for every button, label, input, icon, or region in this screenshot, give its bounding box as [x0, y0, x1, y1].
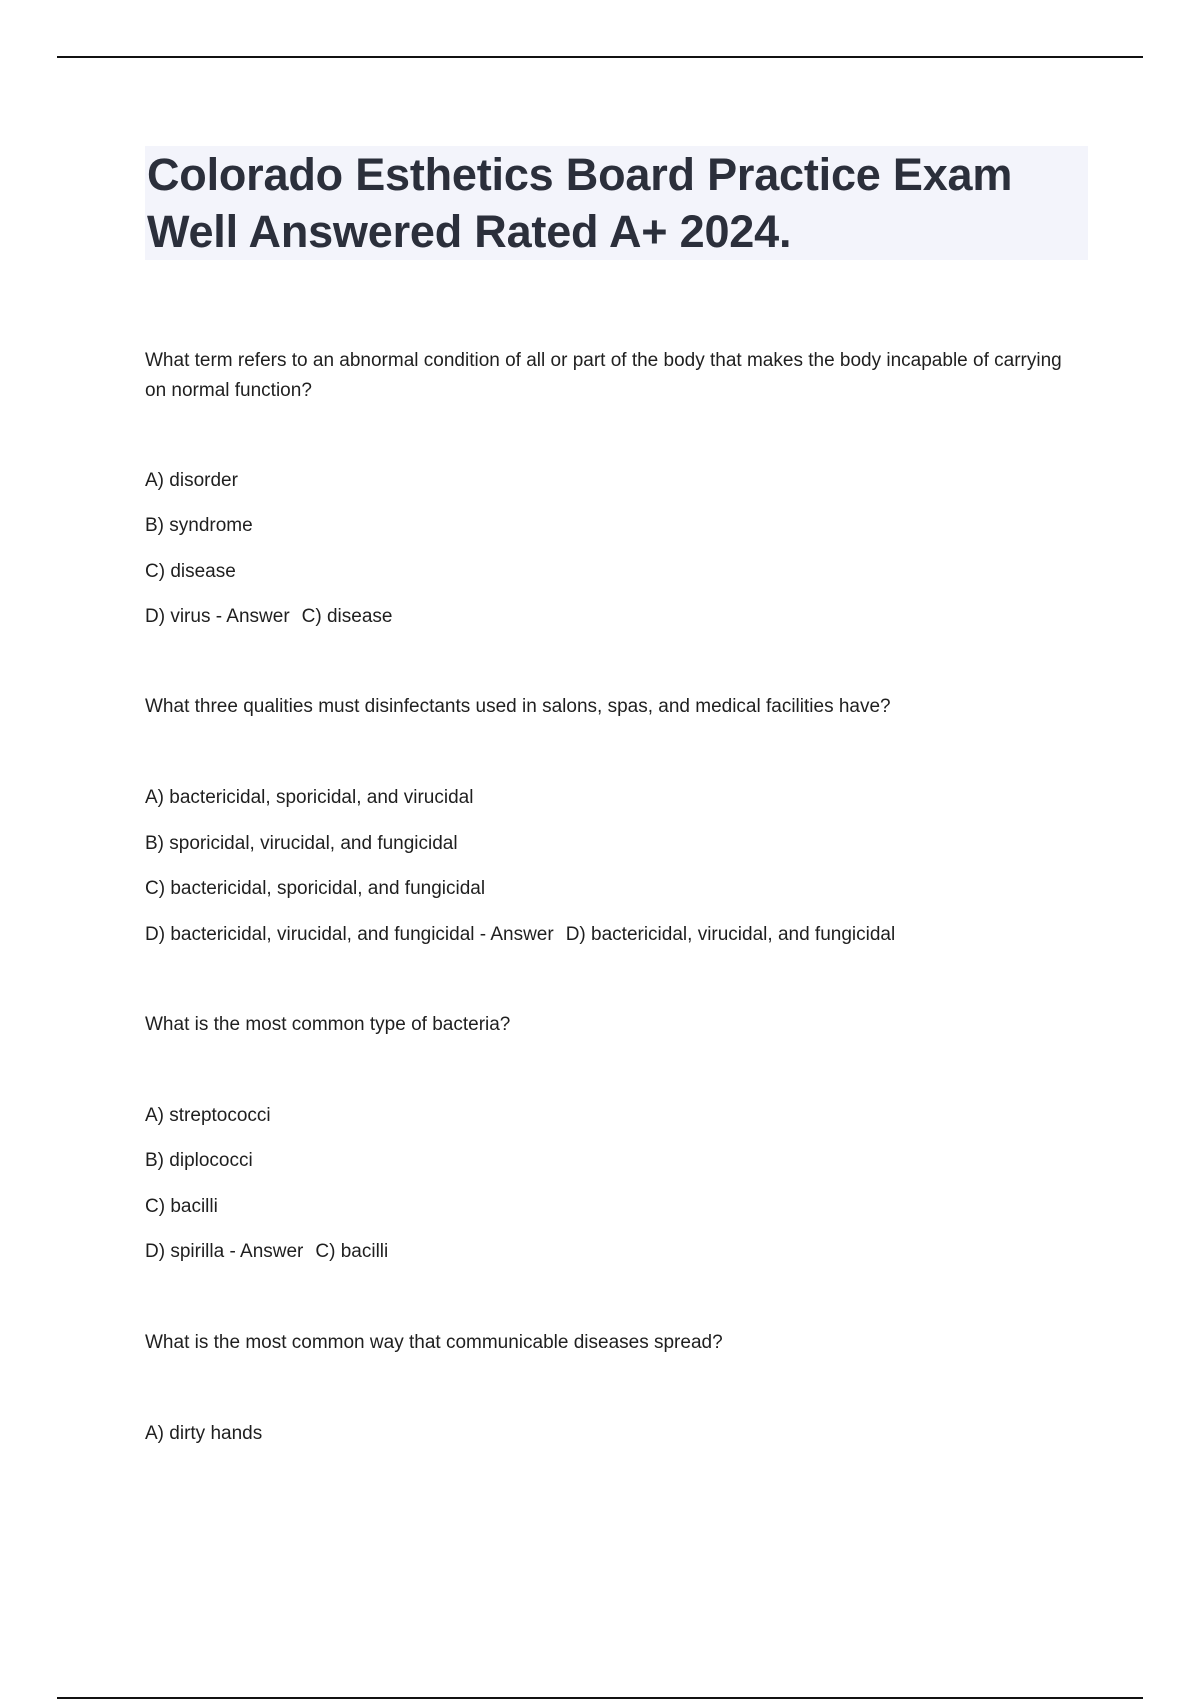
- question-3-option-c: C) bacilli: [145, 1196, 218, 1217]
- question-3-option-d-answer: [145, 1239, 388, 1265]
- question-2-option-d-answer: [145, 922, 895, 948]
- question-1-answer-label: - Answer: [215, 606, 290, 627]
- question-1-text: What term refers to an abnormal condition of all or part of the body that makes the body incapable of carrying on normal function?: [145, 350, 1062, 401]
- question-1-answer: C) disease: [301, 606, 393, 627]
- question-3-answer-label: - Answer: [229, 1241, 304, 1262]
- question-1-option-b: B) syndrome: [145, 515, 253, 536]
- question-1-option-d-answer: [145, 604, 392, 630]
- question-2-option-c: C) bactericidal, sporicidal, and fungicidal: [145, 878, 486, 899]
- bottom-rule: [57, 1697, 1143, 1699]
- question-1-option-d: D) virus: [145, 606, 211, 627]
- question-4-option-a: A) dirty hands: [145, 1423, 263, 1444]
- question-3-answer: C) bacilli: [315, 1241, 389, 1262]
- question-2-text: What three qualities must disinfectants used in salons, spas, and medical facilities have?: [145, 696, 891, 717]
- question-2-option-d: D) bactericidal, virucidal, and fungicidal: [145, 924, 475, 945]
- question-3-option-d: D) spirilla: [145, 1241, 225, 1262]
- question-2-option-a: A) bactericidal, sporicidal, and virucidal: [145, 787, 474, 808]
- question-3-option-b: B) diplococci: [145, 1150, 253, 1171]
- question-1-option-a: A) disorder: [145, 470, 238, 491]
- top-rule: [57, 56, 1143, 58]
- question-2-answer: D) bactericidal, virucidal, and fungicidal: [565, 924, 896, 945]
- question-2-option-b: B) sporicidal, virucidal, and fungicidal: [145, 833, 458, 854]
- title-line-1: Colorado Esthetics Board Practice Exam: [147, 149, 1013, 200]
- question-1-option-c: C) disease: [145, 561, 236, 582]
- question-3-option-a: A) streptococci: [145, 1105, 271, 1126]
- question-3-text: What is the most common type of bacteria?: [145, 1014, 511, 1035]
- question-4-text: What is the most common way that communicable diseases spread?: [145, 1332, 723, 1353]
- question-2-answer-label: - Answer: [479, 924, 554, 945]
- page-title: [147, 146, 1088, 260]
- title-line-2: Well Answered Rated A+ 2024.: [147, 206, 792, 257]
- title-banner: [145, 146, 1088, 260]
